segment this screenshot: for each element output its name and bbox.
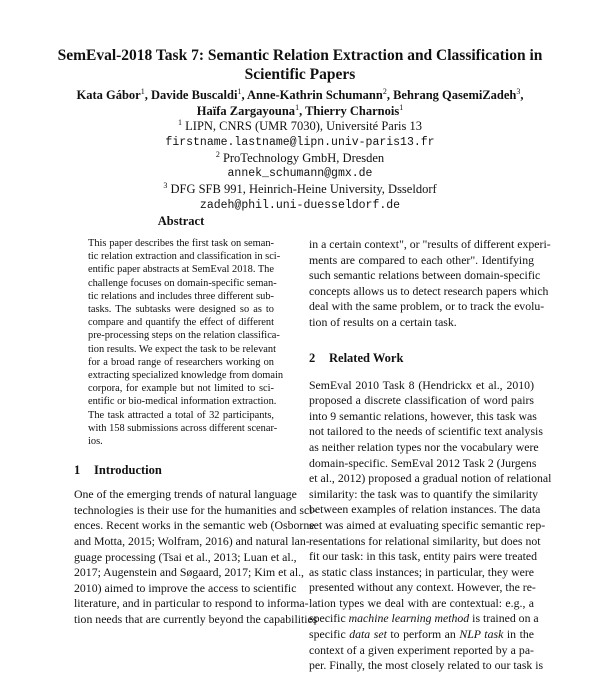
related-work-text: SemEval 2010 Task 8 (Hendrickx et al., 2010) proposed a discrete classification of word pairs into 9 semantic relations, however, this task was not tailored to the needs of scientific text analysis as neither relation types nor the vocabulary were domain-specific. SemEval 2012 Task 2 (Jurgens et al., 2012) proposed a gradual notion of relational similarity: the task was to quantify the similarity between examples of relation instances. The data set was aimed at evaluating specific semantic rep- resentations for relational similarity, but does not fit our task: in this task, entity pairs were treated as static class instances; in particular, they were presented without any context. However, the re- lation types we deal with are contextual: e.g., a specific machine learning method is trained on a specific data set to perform an NLP task in the context of a given experiment reported by a pa- per. Finally, the most closely related to our task is — [309, 377, 552, 673]
title-line: Scientific Papers — [244, 66, 356, 83]
affiliation-block — [40, 119, 560, 214]
left-column — [74, 214, 318, 628]
abstract-heading: Abstract — [157, 214, 205, 228]
author-name: Behrang QasemiZadeh — [393, 88, 517, 102]
affiliation: $^2$ ProTechnology GmbH, Dresden — [215, 149, 385, 165]
section-heading-related-work: 2 Related Work — [309, 350, 404, 365]
affiliation: $^1$ LIPN, CNRS (UMR 7030), Université Paris 13 — [178, 118, 422, 133]
author-name: Kata Gábor — [76, 88, 141, 102]
author-name: Thierry Charnois — [305, 103, 400, 118]
title-line: SemEval-2018 Task 7: Semantic Relation Extraction and Classification in — [57, 47, 543, 64]
author-name: Anne-Kathrin Schumann — [247, 88, 383, 102]
author-list: Kata Gábor$^1$, Davide Buscaldi$^1$, Anne-Kathrin Schumann$^2$, Behrang QasemiZadeh$^3$, Haïfa Zargayouna$^1$, Thierry Charnois$^1$ — [76, 87, 524, 118]
introduction-text: One of the emerging trends of natural language technologies is their use for the humanities and sci- ences. Recent works in the semantic web (Osborne and Motta, 2015; Wolfram, 2016) and natural lan- guage processing (Tsai et al., 2013; Luan et al., 2017; Augenstein and Søgaard, 2017; Kim et al., 2010) aimed to improve the access to scientific literature, and in particular to respond to informa- tion needs that are currently beyond the capabilities — [74, 487, 318, 626]
introduction-continued-text: in a certain context", or "results of different experi- ments are compared to each other". Identifying such semantic relations between domain-specific concepts allows us to detect research papers which deal with the same problem, or to track the evolu- tion of results on a certain task. — [309, 237, 551, 329]
author-email[interactable]: annek_schumann@gmx.de — [227, 167, 373, 181]
section-heading-introduction: 1 Introduction — [74, 463, 162, 478]
author-email[interactable]: firstname.lastname@lipn.univ-paris13.fr — [165, 135, 435, 149]
author-name: Davide Buscaldi — [150, 88, 238, 102]
author-email[interactable]: zadeh@phil.uni-duesseldorf.de — [199, 198, 401, 212]
right-column — [309, 237, 552, 674]
abstract-text: This paper describes the first task on seman- tic relation extraction and classification in sci- entific paper abstracts at SemEval 2018. The challenge focuses on domain-specific seman- tic relations and includes three different sub- tasks. The subtasks were designed so as to compare and quantify the effect of different pre-processing steps on the relation classifica- tion results. We expect the task to be relevant for a broad range of researchers working on extracting specialized knowledge from domain corpora, for example but not limited to sci- entific or bio-medical information extraction. The task attracted a total of 32 participants, with 158 submissions across different scenar- ios. — [88, 238, 284, 448]
affiliation: $^3$ DFG SFB 991, Heinrich-Heine University, Dsseldorf — [163, 181, 437, 197]
author-name: Haïfa Zargayouna — [196, 103, 296, 118]
paper-title — [40, 46, 560, 84]
